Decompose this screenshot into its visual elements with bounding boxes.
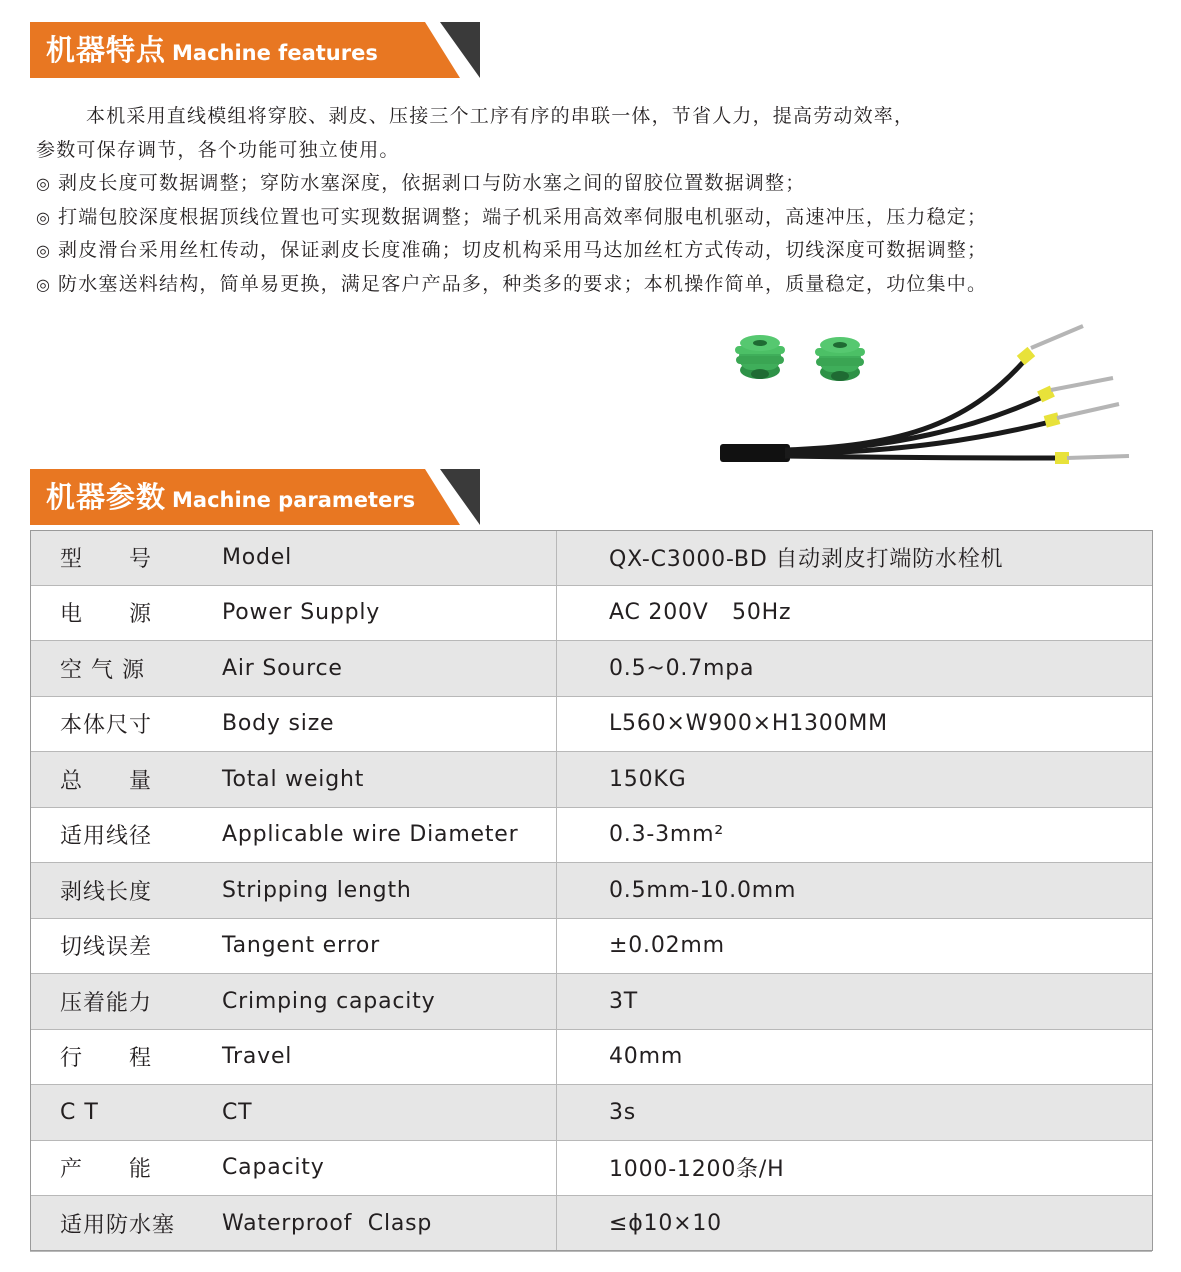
- table-row: 压着能力 Crimping capacity 3T: [30, 974, 1152, 1030]
- waterproof-seal-icon: [815, 337, 865, 381]
- table-row: 剥线长度 Stripping length 0.5mm-10.0mm: [30, 863, 1152, 919]
- table-row: 适用线径 Applicable wire Diameter 0.3-3mm²: [30, 807, 1152, 863]
- waterproof-seal-icon: [735, 335, 785, 379]
- features-intro-line2: 参数可保存调节，各个功能可独立使用。: [36, 138, 400, 161]
- product-image: [715, 318, 1135, 468]
- table-row: 产 能 Capacity 1000-1200条/H: [30, 1140, 1152, 1196]
- bullet-circle-icon: ◎: [36, 207, 52, 227]
- table-row: 本体尺寸 Body size L560×W900×H1300MM: [30, 696, 1152, 752]
- features-title-en: Machine features: [172, 41, 378, 65]
- feature-bullet: ◎ 剥皮长度可数据调整；穿防水塞深度，依据剥口与防水塞之间的留胶位置数据调整；: [36, 167, 1156, 201]
- table-row: 总 量 Total weight 150KG: [30, 752, 1152, 808]
- table-row: 切线误差 Tangent error ±0.02mm: [30, 918, 1152, 974]
- wire-harness-icon: [715, 318, 1135, 468]
- bullet-circle-icon: ◎: [36, 174, 52, 193]
- feature-bullet: ◎ 防水塞送料结构，简单易更换，满足客户产品多，种类多的要求；本机操作简单，质量稳定，功位集中。: [36, 268, 1156, 302]
- table-row: 适用防水塞 Waterproof Clasp ≤ϕ10×10: [30, 1196, 1152, 1252]
- table-row: 型 号 Model QX-C3000-BD 自动剥皮打端防水栓机: [30, 530, 1152, 585]
- bullet-circle-icon: ◎: [36, 274, 52, 294]
- bullet-circle-icon: ◎: [36, 241, 52, 260]
- feature-bullet: ◎ 打端包胶深度根据顶线位置也可实现数据调整；端子机采用高效率伺服电机驱动，高速冲压，压力稳定；: [36, 201, 1156, 235]
- table-row: C T CT 3s: [30, 1085, 1152, 1141]
- features-intro-line1: 本机采用直线模组将穿胶、剥皮、压接三个工序有序的串联一体，节省人力，提高劳动效率，: [86, 105, 915, 127]
- params-banner: [30, 469, 480, 525]
- features-banner: [30, 22, 480, 78]
- feature-bullet: ◎ 剥皮滑台采用丝杠传动，保证剥皮长度准确；切皮机构采用马达加丝杠方式传动，切线深度可数据调整；: [36, 234, 1156, 268]
- table-row: 电 源 Power Supply AC 200V 50Hz: [30, 585, 1152, 641]
- features-title-cn: 机器特点: [46, 33, 167, 67]
- table-row: 空 气 源 Air Source 0.5~0.7mpa: [30, 641, 1152, 697]
- features-text: [36, 100, 1156, 301]
- table-row: 行 程 Travel 40mm: [30, 1029, 1152, 1085]
- params-title-en: Machine parameters: [172, 488, 416, 512]
- params-title-cn: 机器参数: [46, 480, 167, 514]
- params-table: [30, 530, 1152, 1252]
